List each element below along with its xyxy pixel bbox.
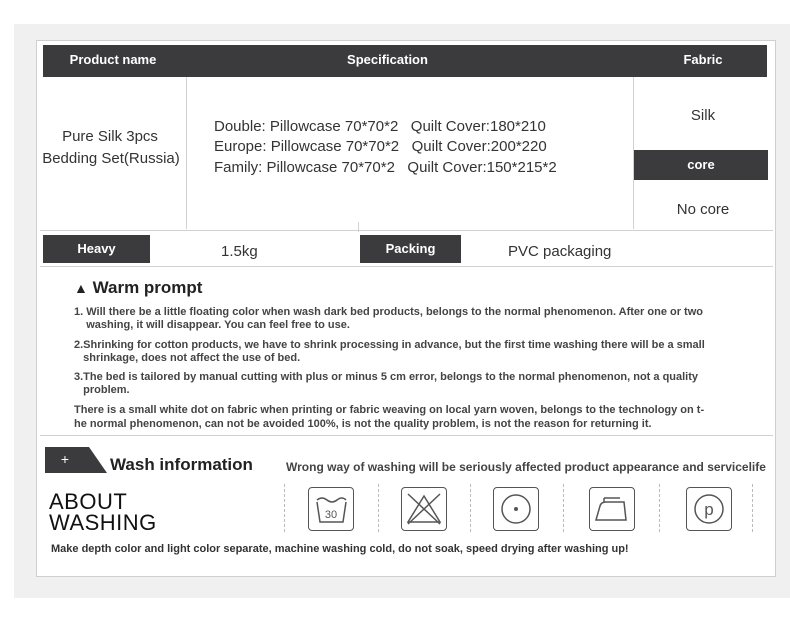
wash-tab-badge xyxy=(45,447,107,473)
divider xyxy=(563,484,564,532)
heavy-value: 1.5kg xyxy=(221,243,258,260)
warm-prompt-title xyxy=(74,278,202,298)
svg-text:30: 30 xyxy=(324,509,338,521)
divider xyxy=(186,77,187,229)
about-washing-heading xyxy=(49,491,157,533)
prompt-line: washing, it will disappear. You can feel free to use. xyxy=(74,319,350,331)
divider xyxy=(470,484,471,532)
prompt-line: problem. xyxy=(74,384,130,396)
product-name-line1: Pure Silk 3pcs xyxy=(62,128,158,145)
wash-information-title: Wash information xyxy=(110,455,253,474)
about-line: ABOUT xyxy=(49,489,128,514)
core-label: core xyxy=(634,150,768,180)
header-product-name: Product name xyxy=(69,52,157,67)
washing-note: Make depth color and light color separate, machine washing cold, do not soak, speed drying after washing up! xyxy=(51,543,629,555)
prompt-line: shrinkage, does not affect the use of bed. xyxy=(74,352,301,364)
packing-label: Packing xyxy=(360,235,461,263)
wash-warning-text: Wrong way of washing will be seriously affected product appearance and servicelife xyxy=(286,460,766,474)
warning-triangle-icon: ▲ xyxy=(74,280,88,296)
prompt-line: 3.The bed is tailored by manual cutting with plus or minus 5 cm error, belongs to the normal phenomenon, not a quality xyxy=(74,371,699,383)
header-fabric: Fabric xyxy=(683,52,723,67)
spec-family: Family: Pillowcase 70*70*2 Quilt Cover:150*215*2 xyxy=(214,159,557,176)
divider xyxy=(40,435,773,436)
prompt-line: 1. Will there be a little floating color when wash dark bed products, belongs to the normal phenomenon. After one or two xyxy=(74,306,703,318)
svg-text:p: p xyxy=(704,500,714,519)
tumble-dry-icon xyxy=(493,487,539,531)
dry-clean-p-icon xyxy=(686,487,732,531)
prompt-line: he normal phenomenon, can not be avoided 100%, is not the quality problem, is not the reason for returning it. xyxy=(74,418,652,430)
divider xyxy=(378,484,379,532)
do-not-bleach-icon xyxy=(401,487,447,531)
heavy-label: Heavy xyxy=(43,235,150,263)
wash-30-icon xyxy=(308,487,354,531)
divider xyxy=(40,230,773,231)
table-header xyxy=(43,45,767,77)
prompt-line: There is a small white dot on fabric when printing or fabric weaving on local yarn woven, belongs to the technology on t- xyxy=(74,404,705,416)
core-value: No core xyxy=(676,201,730,218)
washing-line: WASHING xyxy=(49,510,157,535)
spec-double: Double: Pillowcase 70*70*2 Quilt Cover:180*210 xyxy=(214,118,546,135)
header-specification: Specification xyxy=(347,52,428,67)
packing-value: PVC packaging xyxy=(508,243,612,260)
warm-prompt-text: Warm prompt xyxy=(92,278,203,297)
prompt-line: 2.Shrinking for cotton products, we have to shrink processing in advance, but the first time washing there will be a small xyxy=(74,339,705,351)
iron-icon xyxy=(589,487,635,531)
spec-europe: Europe: Pillowcase 70*70*2 Quilt Cover:200*220 xyxy=(214,138,547,155)
plus-icon: + xyxy=(60,451,70,467)
fabric-value: Silk xyxy=(690,107,716,124)
divider xyxy=(40,266,773,267)
divider xyxy=(659,484,660,532)
product-name-line2: Bedding Set(Russia) xyxy=(42,150,180,167)
divider xyxy=(752,484,753,532)
divider xyxy=(284,484,285,532)
